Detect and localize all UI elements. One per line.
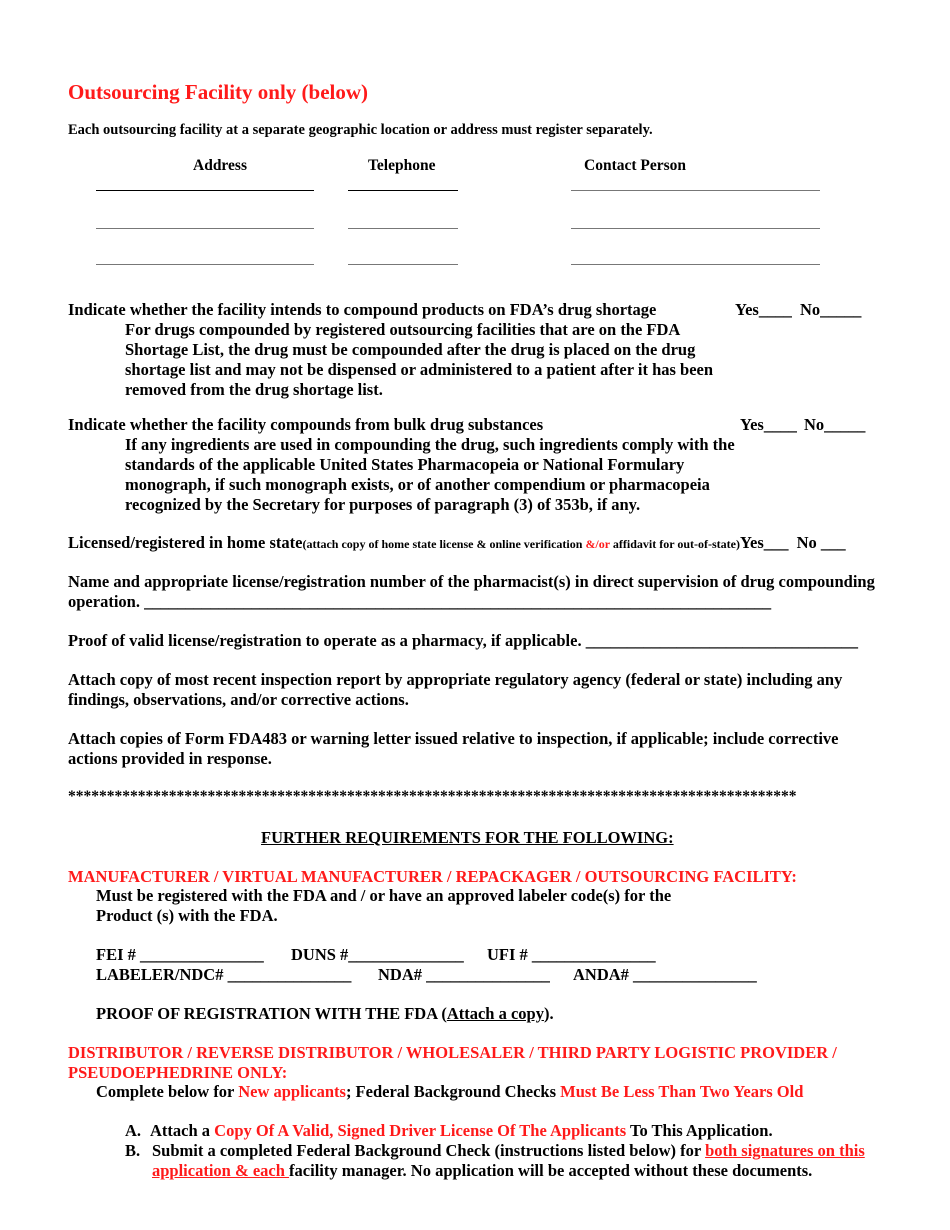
q3-line — [68, 533, 846, 554]
item-b-text-1: Submit a completed Federal Background Check (instructions listed below) for — [152, 1141, 706, 1160]
mfr-heading: MANUFACTURER / VIRTUAL MANUFACTURER / REPACKAGER / OUTSOURCING FACILITY: — [68, 867, 797, 886]
attach-copy-link[interactable]: Attach a copy — [446, 1004, 544, 1023]
item-a — [150, 1121, 773, 1141]
q1-text: Indicate whether the facility intends to compound products on FDA’s drug shortage — [68, 300, 657, 319]
dist-complete-line — [96, 1082, 803, 1102]
q3-note-red: &/or — [585, 537, 610, 551]
telephone-header: Telephone — [368, 157, 436, 174]
telephone-field-2[interactable] — [348, 228, 458, 229]
labeler-field[interactable]: LABELER/NDC# _______________ — [96, 965, 352, 984]
separator-stars: ********************************************************************************************** — [68, 788, 797, 805]
address-field-2[interactable] — [96, 228, 314, 229]
q2-text: Indicate whether the facility compounds from bulk drug substances — [68, 415, 544, 434]
proof-text-b: ). — [543, 1004, 554, 1023]
q2-yes[interactable]: Yes____ — [740, 415, 797, 434]
nda-field[interactable]: NDA# _______________ — [378, 965, 550, 984]
item-a-red: Copy Of A Valid, Signed Driver License Of The Applicants — [214, 1121, 627, 1140]
q3-no[interactable]: No ___ — [796, 533, 846, 552]
complete-text-b: ; Federal Background Checks — [345, 1082, 561, 1101]
q3-main: Licensed/registered in home state — [68, 533, 303, 552]
q3-note-a: (attach copy of home state license & online verification — [302, 537, 586, 551]
item-a-label: A. — [125, 1121, 142, 1140]
item-b — [152, 1141, 882, 1181]
mfr-line-2: Product (s) with the FDA. — [96, 906, 278, 925]
q7-text: Attach copies of Form FDA483 or warning letter issued relative to inspection, if applicable; include corrective actions provided in response. — [68, 729, 839, 768]
q5-text: Proof of valid license/registration to operate as a pharmacy, if applicable. _________________________________ — [68, 631, 858, 650]
address-header: Address — [193, 157, 247, 174]
new-applicants: New applicants — [238, 1082, 346, 1101]
fei-field[interactable]: FEI # _______________ — [96, 945, 264, 964]
proof-text-a: PROOF OF REGISTRATION WITH THE FDA ( — [96, 1004, 447, 1023]
duns-field[interactable]: DUNS #______________ — [291, 945, 464, 964]
q2-no[interactable]: No_____ — [804, 415, 866, 434]
contact-field-2[interactable] — [571, 228, 820, 229]
address-field-3[interactable] — [96, 264, 314, 265]
q3-yes[interactable]: Yes___ — [739, 533, 789, 552]
item-b-red: both signatures on this application & each — [152, 1141, 865, 1180]
item-b-label: B. — [125, 1141, 141, 1160]
contact-field-1[interactable] — [571, 190, 820, 191]
item-a-text-1: Attach a — [150, 1121, 215, 1140]
q1-yes[interactable]: Yes____ — [735, 300, 792, 319]
item-b-text-2: facility manager. No application will be accepted without these documents. — [289, 1161, 813, 1180]
proof-registration — [96, 1004, 554, 1024]
two-years-note: Must Be Less Than Two Years Old — [560, 1082, 804, 1101]
intro-text: Each outsourcing facility at a separate geographic location or address must register separately. — [68, 122, 653, 138]
dist-heading: DISTRIBUTOR / REVERSE DISTRIBUTOR / WHOLESALER / THIRD PARTY LOGISTIC PROVIDER / PSEUDOEPHEDRINE ONLY: — [68, 1043, 837, 1082]
q4-text: Name and appropriate license/registration number of the pharmacist(s) in direct supervision of drug compounding operation. ____________________________________________________________________________ — [68, 572, 875, 611]
complete-text-a: Complete below for — [96, 1082, 239, 1101]
further-heading: FURTHER REQUIREMENTS FOR THE FOLLOWING: — [261, 828, 674, 847]
address-field-1[interactable] — [96, 190, 314, 191]
contact-header: Contact Person — [584, 157, 687, 174]
q1-detail: For drugs compounded by registered outsourcing facilities that are on the FDA Shortage List, the drug must be compounded after the drug is placed on the drug shortage list and may not be dispensed or administered to a patient after it has been removed from the drug shortage list. — [125, 320, 714, 399]
mfr-line-1: Must be registered with the FDA and / or have an approved labeler code(s) for the — [96, 886, 672, 905]
ufi-field[interactable]: UFI # _______________ — [487, 945, 656, 964]
telephone-field-3[interactable] — [348, 264, 458, 265]
q2-detail: If any ingredients are used in compounding the drug, such ingredients comply with the standards of the applicable United States Pharmacopeia or National Formulary monograph, if such monograph exists, or of another compendium or pharmacopeia recognized by the Secretary for purposes of paragraph (3) of 353b, if any. — [125, 435, 735, 514]
section-title: Outsourcing Facility only (below) — [68, 80, 369, 104]
q1-no[interactable]: No_____ — [800, 300, 862, 319]
anda-field[interactable]: ANDA# _______________ — [573, 965, 757, 984]
telephone-field-1[interactable] — [348, 190, 458, 191]
contact-field-3[interactable] — [571, 264, 820, 265]
item-a-text-2: To This Application. — [626, 1121, 773, 1140]
q3-note-b: affidavit for out-of-state) — [609, 537, 740, 551]
q6-text: Attach copy of most recent inspection report by appropriate regulatory agency (federal or state) including any findings, observations, and/or corrective actions. — [68, 670, 843, 709]
